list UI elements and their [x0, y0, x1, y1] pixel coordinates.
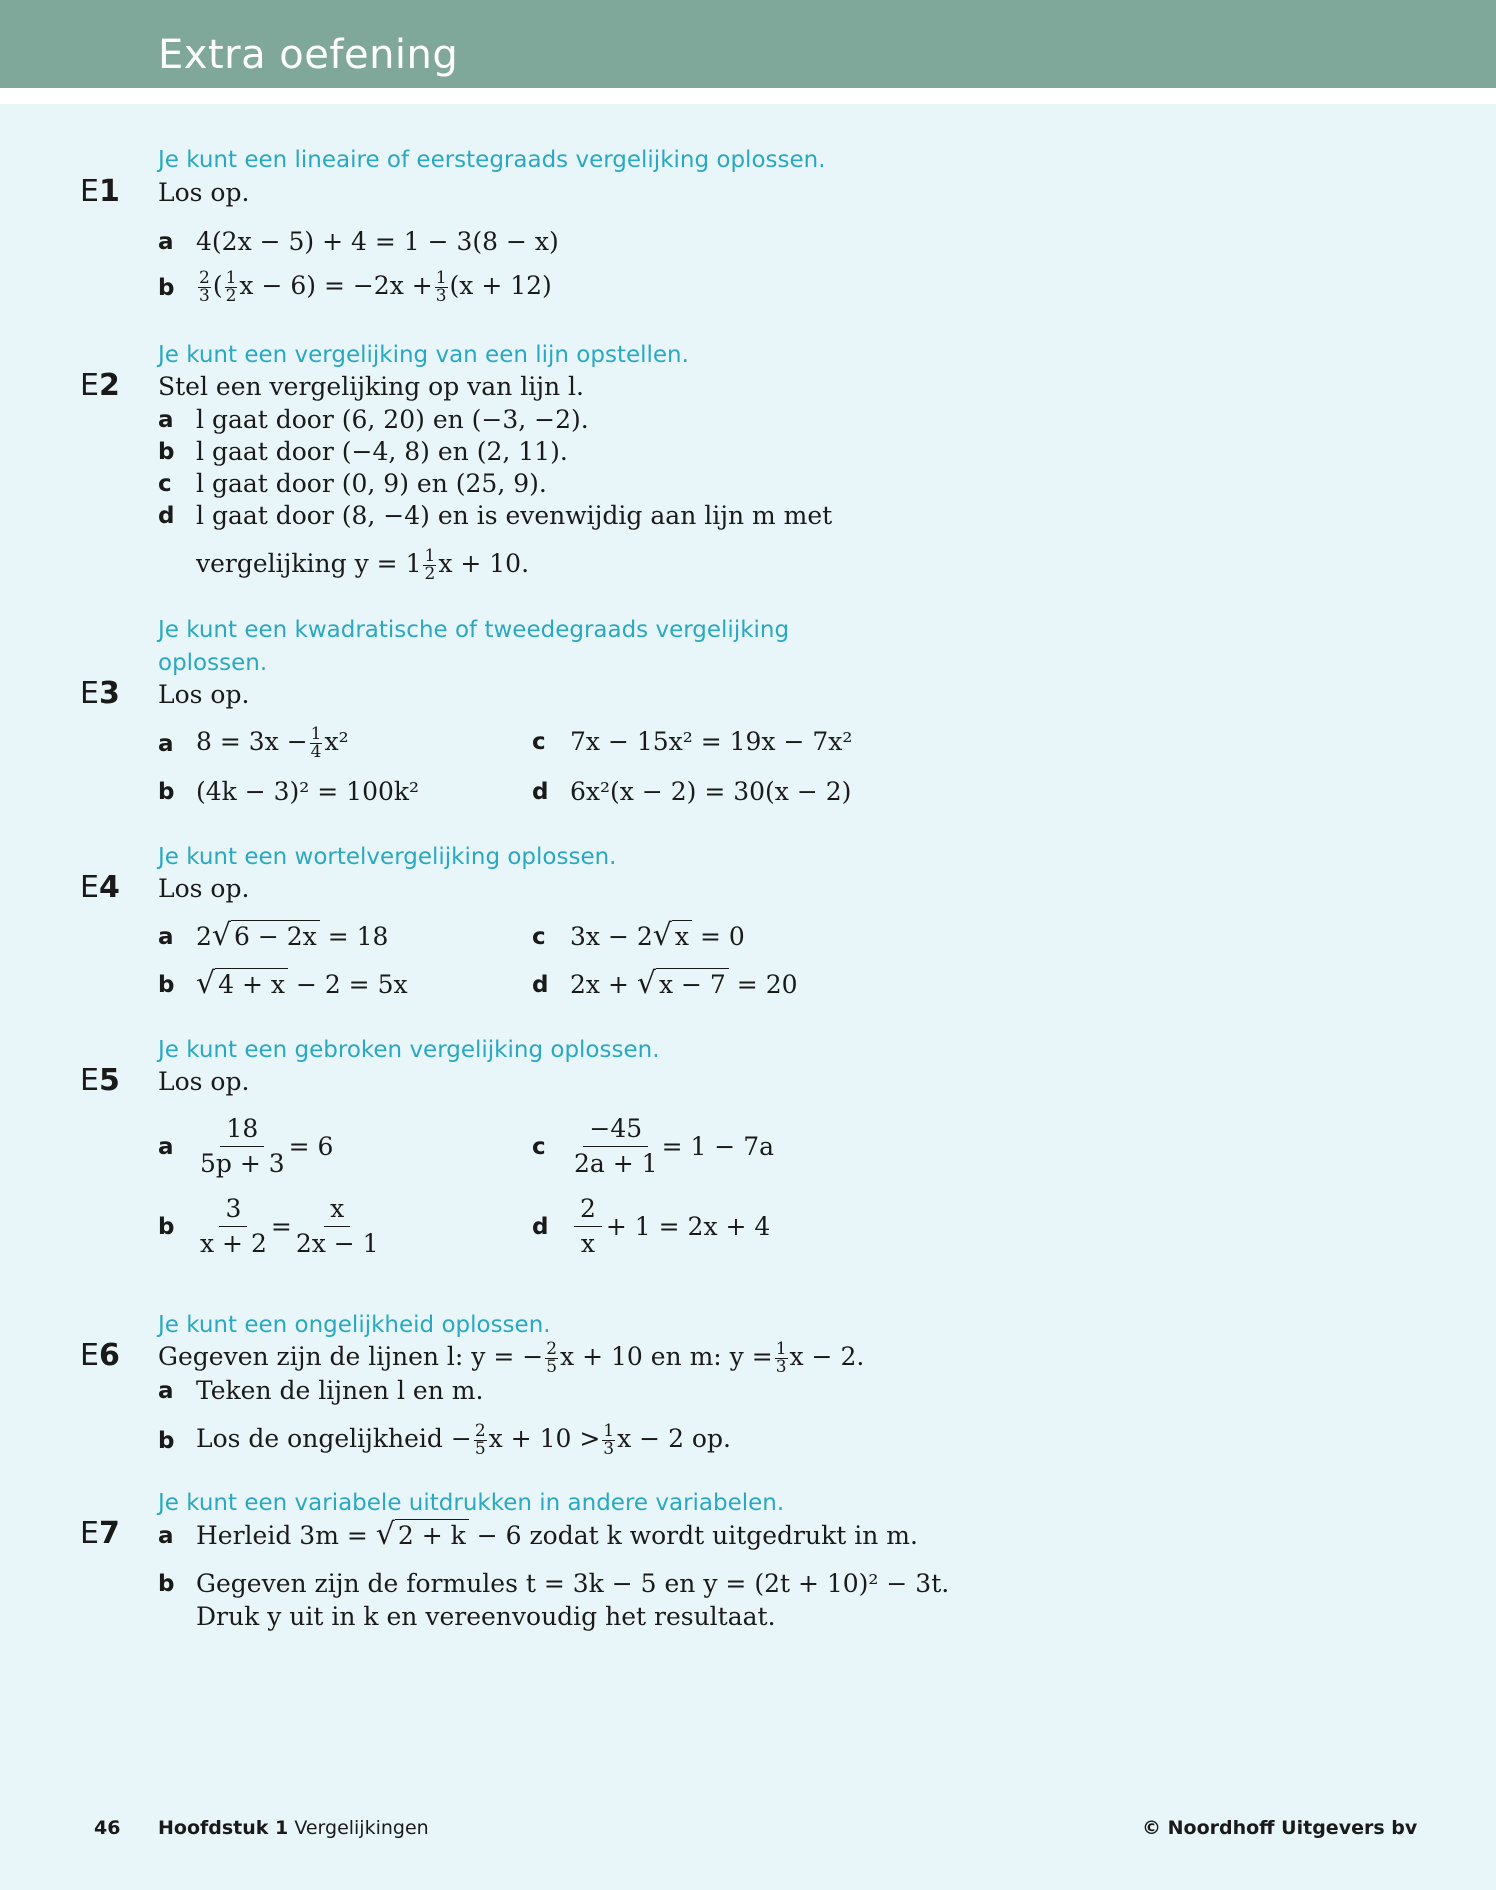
e7-number: E7	[80, 1516, 120, 1551]
e4-instruction: Los op.	[158, 874, 250, 903]
e5-item-d	[532, 1192, 770, 1261]
e6-item-b	[158, 1423, 731, 1458]
item-label: a	[158, 1133, 174, 1160]
e7-item-a	[158, 1519, 918, 1552]
e4-c-equation: 3x − 2 √ x = 0	[570, 918, 745, 953]
e7-item-b	[158, 1568, 949, 1600]
e2-c-text: l gaat door (0, 9) en (25, 9).	[196, 469, 547, 498]
e7-goal: Je kunt een variabele uitdrukken in andere variabelen.	[158, 1490, 785, 1516]
e2-a-text: l gaat door (6, 20) en (−3, −2).	[196, 405, 589, 434]
e6-goal: Je kunt een ongelijkheid oplossen.	[158, 1312, 551, 1338]
e5-item-a	[158, 1112, 333, 1181]
e4-number: E4	[80, 870, 120, 905]
e3-item-c	[532, 726, 852, 758]
e3-item-d	[532, 776, 851, 808]
e5-b-equation: $\frac{3}{x + 2}$ = $\frac{x}{2x - 1}$	[200, 1194, 379, 1258]
e1-item-a	[158, 226, 559, 258]
item-label: b	[158, 274, 175, 301]
item-label: c	[532, 729, 546, 755]
e2-item-a	[158, 404, 589, 436]
e2-instruction: Stel een vergelijking op van lijn l.	[158, 372, 584, 401]
e7-b-text: Gegeven zijn de formules t = 3k − 5 en y = (2t + 10)² − 3t.	[196, 1569, 950, 1598]
e4-item-c	[532, 920, 745, 953]
e5-number: E5	[80, 1063, 120, 1098]
e2-d-continuation: vergelijking y = 1 $\frac{1}{2}$ x + 10.	[196, 546, 530, 584]
e5-d-equation: 2 x + 1 = 2x + 4	[570, 1192, 770, 1261]
item-label: a	[158, 730, 174, 757]
e5-instruction: Los op.	[158, 1067, 250, 1096]
e3-item-a	[158, 726, 349, 761]
e4-item-d	[532, 968, 798, 1001]
e4-item-a	[158, 920, 388, 953]
e1-b-equation: $\frac{2}{3}$ ( $\frac{1}{2}$ x − 6) = −2x + $\frac{1}{3}$ (x + 12)	[199, 268, 552, 306]
e6-number: E6	[80, 1338, 120, 1373]
item-label: b	[158, 439, 175, 465]
item-label: b	[158, 971, 175, 998]
e6-b-text: Los de ongelijkheid − $\frac{2}{5}$ x + 10 > $\frac{1}{3}$ x − 2 op.	[196, 1421, 731, 1459]
e5-a-equation: $\frac{18}{5p + 3}$ = 6	[200, 1114, 334, 1178]
e5-goal: Je kunt een gebroken vergelijking oplossen.	[158, 1037, 660, 1063]
item-label: b	[158, 1571, 175, 1597]
e1-number: E1	[80, 174, 120, 209]
e4-d-equation: 2x + √ x − 7 = 20	[570, 966, 798, 1001]
item-label: b	[158, 779, 175, 805]
e3-item-b	[158, 776, 419, 808]
header-divider	[0, 88, 1496, 104]
e5-item-b	[158, 1192, 383, 1261]
e7-a-text: Herleid 3m = √ 2 + k − 6 zodat k wordt uitgedrukt in m.	[196, 1517, 918, 1552]
e2-b-text: l gaat door (−4, 8) en (2, 11).	[196, 437, 568, 466]
e4-item-b	[158, 968, 408, 1001]
e3-goal-line1: Je kunt een kwadratische of tweedegraads vergelijking	[158, 617, 790, 643]
item-label: a	[158, 407, 174, 433]
e3-goal-line2: oplossen.	[158, 650, 268, 676]
e3-number: E3	[80, 676, 120, 711]
e1-item-b	[158, 270, 552, 305]
e2-item-d	[158, 500, 832, 532]
e3-instruction: Los op.	[158, 680, 250, 709]
item-label: c	[532, 1133, 546, 1160]
item-label: b	[158, 1213, 175, 1240]
item-label: d	[158, 503, 175, 529]
e4-b-equation: √ 4 + x − 2 = 5x	[196, 966, 408, 1001]
e6-intro: Gegeven zijn de lijnen l: y = − $\frac{2}{5}$ x + 10 en m: y = $\frac{1}{3}$ x − 2.	[158, 1339, 865, 1377]
e3-b-equation: (4k − 3)² = 100k²	[196, 777, 420, 806]
item-label: a	[158, 1522, 174, 1549]
e3-d-equation: 6x²(x − 2) = 30(x − 2)	[570, 777, 852, 806]
item-label: c	[532, 923, 546, 950]
e6-a-text: Teken de lijnen l en m.	[196, 1376, 484, 1405]
item-label: b	[158, 1427, 175, 1454]
item-label: a	[158, 1378, 174, 1404]
e2-item-c	[158, 468, 547, 500]
item-label: d	[532, 1213, 549, 1240]
item-label: a	[158, 229, 174, 255]
e3-c-equation: 7x − 15x² = 19x − 7x²	[570, 727, 853, 756]
item-label: d	[532, 779, 549, 805]
e3-a-equation: 8 = 3x − $\frac{1}{4}$ x²	[196, 724, 349, 762]
e5-item-c	[532, 1112, 774, 1181]
e1-instruction: Los op.	[158, 178, 250, 207]
page-number: 46	[94, 1817, 121, 1839]
e1-goal: Je kunt een lineaire of eerstegraads vergelijking oplossen.	[158, 147, 826, 173]
item-label: a	[158, 923, 174, 950]
item-label: d	[532, 971, 549, 998]
e4-a-equation: 2 √ 6 − 2x = 18	[196, 918, 389, 953]
e4-goal: Je kunt een wortelvergelijking oplossen.	[158, 844, 617, 870]
e2-d-text: l gaat door (8, −4) en is evenwijdig aan lijn m met	[196, 501, 833, 530]
e2-goal: Je kunt een vergelijking van een lijn opstellen.	[158, 342, 689, 368]
copyright: © Noordhoff Uitgevers bv	[1142, 1817, 1418, 1839]
page-title: Extra oefening	[158, 32, 459, 78]
e7-b-continuation: Druk y uit in k en vereenvoudig het resultaat.	[196, 1602, 776, 1631]
e2-number: E2	[80, 368, 120, 403]
chapter-label: Hoofdstuk 1 Vergelijkingen	[158, 1817, 429, 1839]
e2-item-b	[158, 436, 568, 468]
item-label: c	[158, 471, 172, 497]
e5-c-equation: $\frac{-45}{2a + 1}$ = 1 − 7a	[574, 1114, 775, 1178]
e1-a-equation: 4(2x − 5) + 4 = 1 − 3(8 − x)	[196, 227, 559, 256]
e6-item-a	[158, 1375, 483, 1407]
